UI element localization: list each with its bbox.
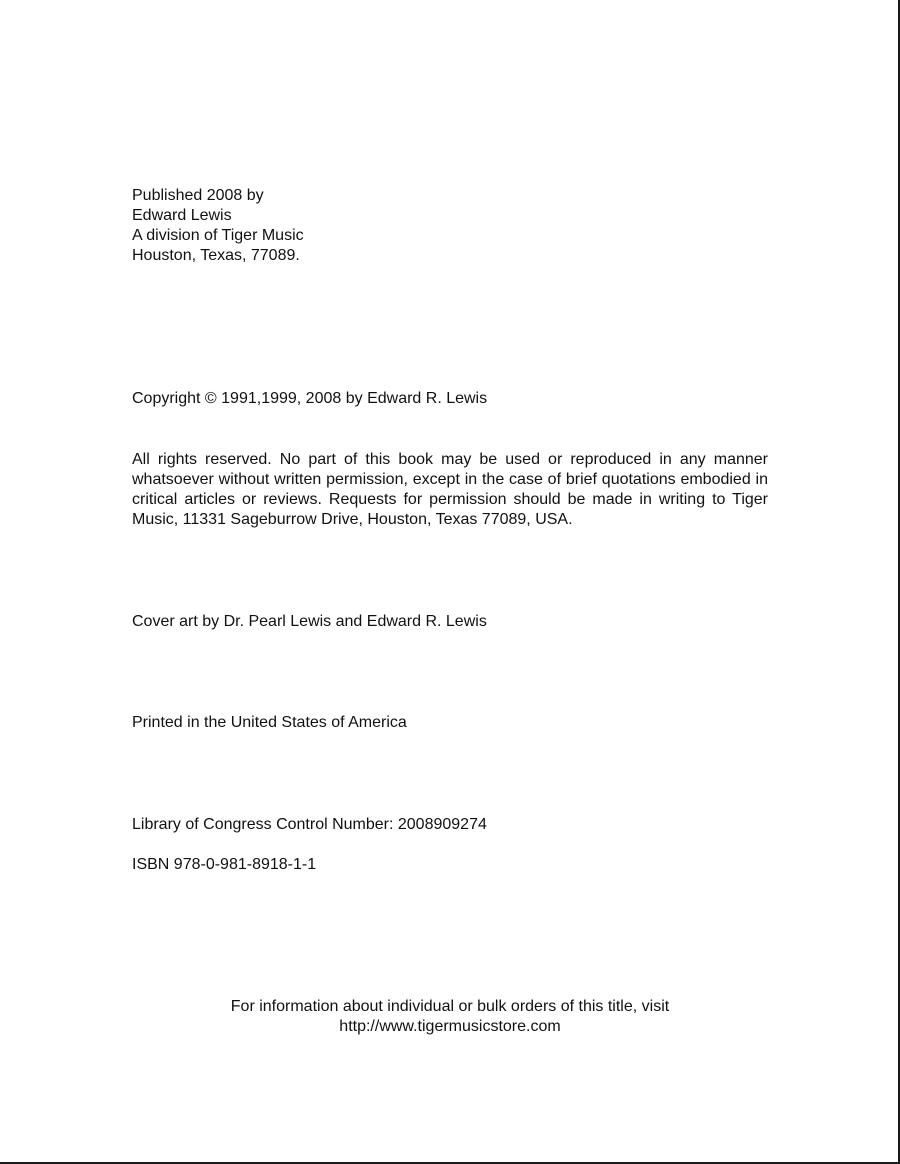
printed-in: Printed in the United States of America bbox=[132, 714, 407, 731]
publisher-line: A division of Tiger Music bbox=[132, 227, 304, 244]
rights-statement: All rights reserved. No part of this book may be used or reproduced in any manner whatsoever without written permission, except in the case of brief quotations embodied in critical articles or reviews. Requests for permission should be made in writing to Tiger Music, 11331 Sageburrow Drive, Houston, Texas 77089, USA. bbox=[132, 451, 768, 528]
lccn: Library of Congress Control Number: 2008909274 bbox=[132, 816, 487, 833]
order-info-text: For information about individual or bulk orders of this title, visit bbox=[230, 998, 670, 1015]
publisher-line: Houston, Texas, 77089. bbox=[132, 247, 300, 264]
order-info-url[interactable]: http://www.tigermusicstore.com bbox=[339, 1018, 561, 1035]
publisher-line: Edward Lewis bbox=[132, 207, 232, 224]
publisher-line: Published 2008 by bbox=[132, 187, 264, 204]
publisher-block bbox=[132, 186, 768, 266]
isbn: ISBN 978-0-981-8918-1-1 bbox=[132, 856, 317, 873]
cover-art-credit: Cover art by Dr. Pearl Lewis and Edward R. Lewis bbox=[132, 613, 487, 630]
copyright-notice: Copyright © 1991,1999, 2008 by Edward R. Lewis bbox=[132, 390, 488, 407]
order-info bbox=[132, 997, 768, 1037]
